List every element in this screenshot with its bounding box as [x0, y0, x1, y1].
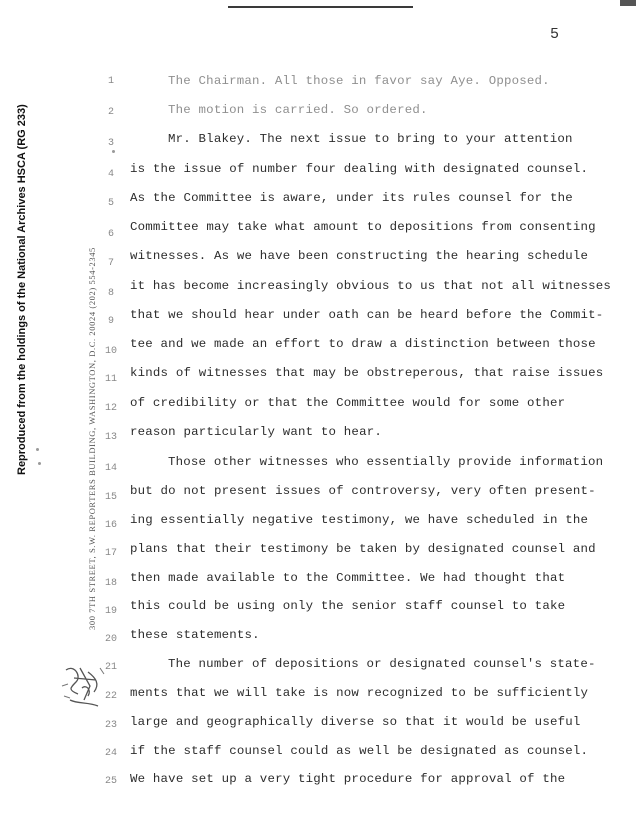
transcript-line: if the staff counsel could as well be designated as counsel.: [130, 744, 589, 758]
line-number: 13: [104, 432, 117, 443]
corner-mark: [620, 0, 636, 6]
line-number: 22: [104, 691, 117, 702]
line-number: 25: [104, 776, 117, 787]
line-number: 12: [104, 403, 117, 414]
scan-speck: [112, 150, 115, 153]
transcript-line: Committee may take what amount to depositions from consenting: [130, 220, 596, 234]
line-number: 7: [107, 258, 114, 269]
line-number: 9: [107, 316, 114, 327]
line-number: 5: [107, 198, 114, 209]
line-number: 21: [104, 662, 117, 673]
transcript-line: The number of depositions or designated counsel's state-: [168, 657, 596, 671]
reporter-address: 300 7TH STREET, S.W. REPORTERS BUILDING, WASHINGTON, D.C. 20024 (202) 554-2345: [87, 247, 97, 630]
line-number: 18: [104, 578, 117, 589]
transcript-line: We have set up a very tight procedure for approval of the: [130, 772, 566, 786]
line-number: 1: [107, 76, 114, 87]
transcript-line: kinds of witnesses that may be obstreperous, that raise issues: [130, 366, 604, 380]
line-number: 20: [104, 634, 117, 645]
transcript-line: then made available to the Committee. We had thought that: [130, 571, 566, 585]
transcript-line: The Chairman. All those in favor say Aye. Opposed.: [168, 74, 550, 88]
transcript-line: ments that we will take is now recognized to be sufficiently: [130, 686, 589, 700]
transcript-line: plans that their testimony be taken by designated counsel and: [130, 542, 596, 556]
line-number: 4: [107, 169, 114, 180]
transcript-line: these statements.: [130, 628, 260, 642]
transcript-line: Mr. Blakey. The next issue to bring to your attention: [168, 132, 573, 146]
line-number: 10: [104, 346, 117, 357]
transcript-line: it has become increasingly obvious to us that not all witnesses: [130, 279, 612, 293]
transcript-line: ing essentially negative testimony, we have scheduled in the: [130, 513, 589, 527]
transcript-line: large and geographically diverse so that it would be useful: [130, 715, 581, 729]
line-number: 2: [107, 107, 114, 118]
transcript-line: As the Committee is aware, under its rules counsel for the: [130, 191, 573, 205]
scan-speck: [38, 462, 41, 465]
line-number: 17: [104, 548, 117, 559]
transcript-line: tee and we made an effort to draw a distinction between those: [130, 337, 596, 351]
line-number: 6: [107, 229, 114, 240]
line-number: 11: [104, 374, 117, 385]
scan-speck: [36, 448, 39, 451]
transcript-line: of credibility or that the Committee would for some other: [130, 396, 566, 410]
line-number: 19: [104, 606, 117, 617]
transcript-line: witnesses. As we have been constructing the hearing schedule: [130, 249, 589, 263]
line-number: 16: [104, 520, 117, 531]
archive-notice: Reproduced from the holdings of the National Archives HSCA (RG 233): [16, 104, 28, 475]
transcript-line: this could be using only the senior staff counsel to take: [130, 599, 566, 613]
transcript-line: that we should hear under oath can be heard before the Commit-: [130, 308, 604, 322]
transcript-line: Those other witnesses who essentially provide information: [168, 455, 604, 469]
page-number: 5: [550, 26, 560, 43]
top-rule: [228, 6, 413, 8]
transcript-line: but do not present issues of controversy, very often present-: [130, 484, 596, 498]
line-number: 14: [104, 463, 117, 474]
line-number: 8: [107, 288, 114, 299]
transcript-line: is the issue of number four dealing with designated counsel.: [130, 162, 589, 176]
transcript-line: reason particularly want to hear.: [130, 425, 382, 439]
line-number: 15: [104, 492, 117, 503]
line-number: 24: [104, 748, 117, 759]
transcript-line: The motion is carried. So ordered.: [168, 103, 428, 117]
line-number: 23: [104, 720, 117, 731]
line-number: 3: [107, 138, 114, 149]
